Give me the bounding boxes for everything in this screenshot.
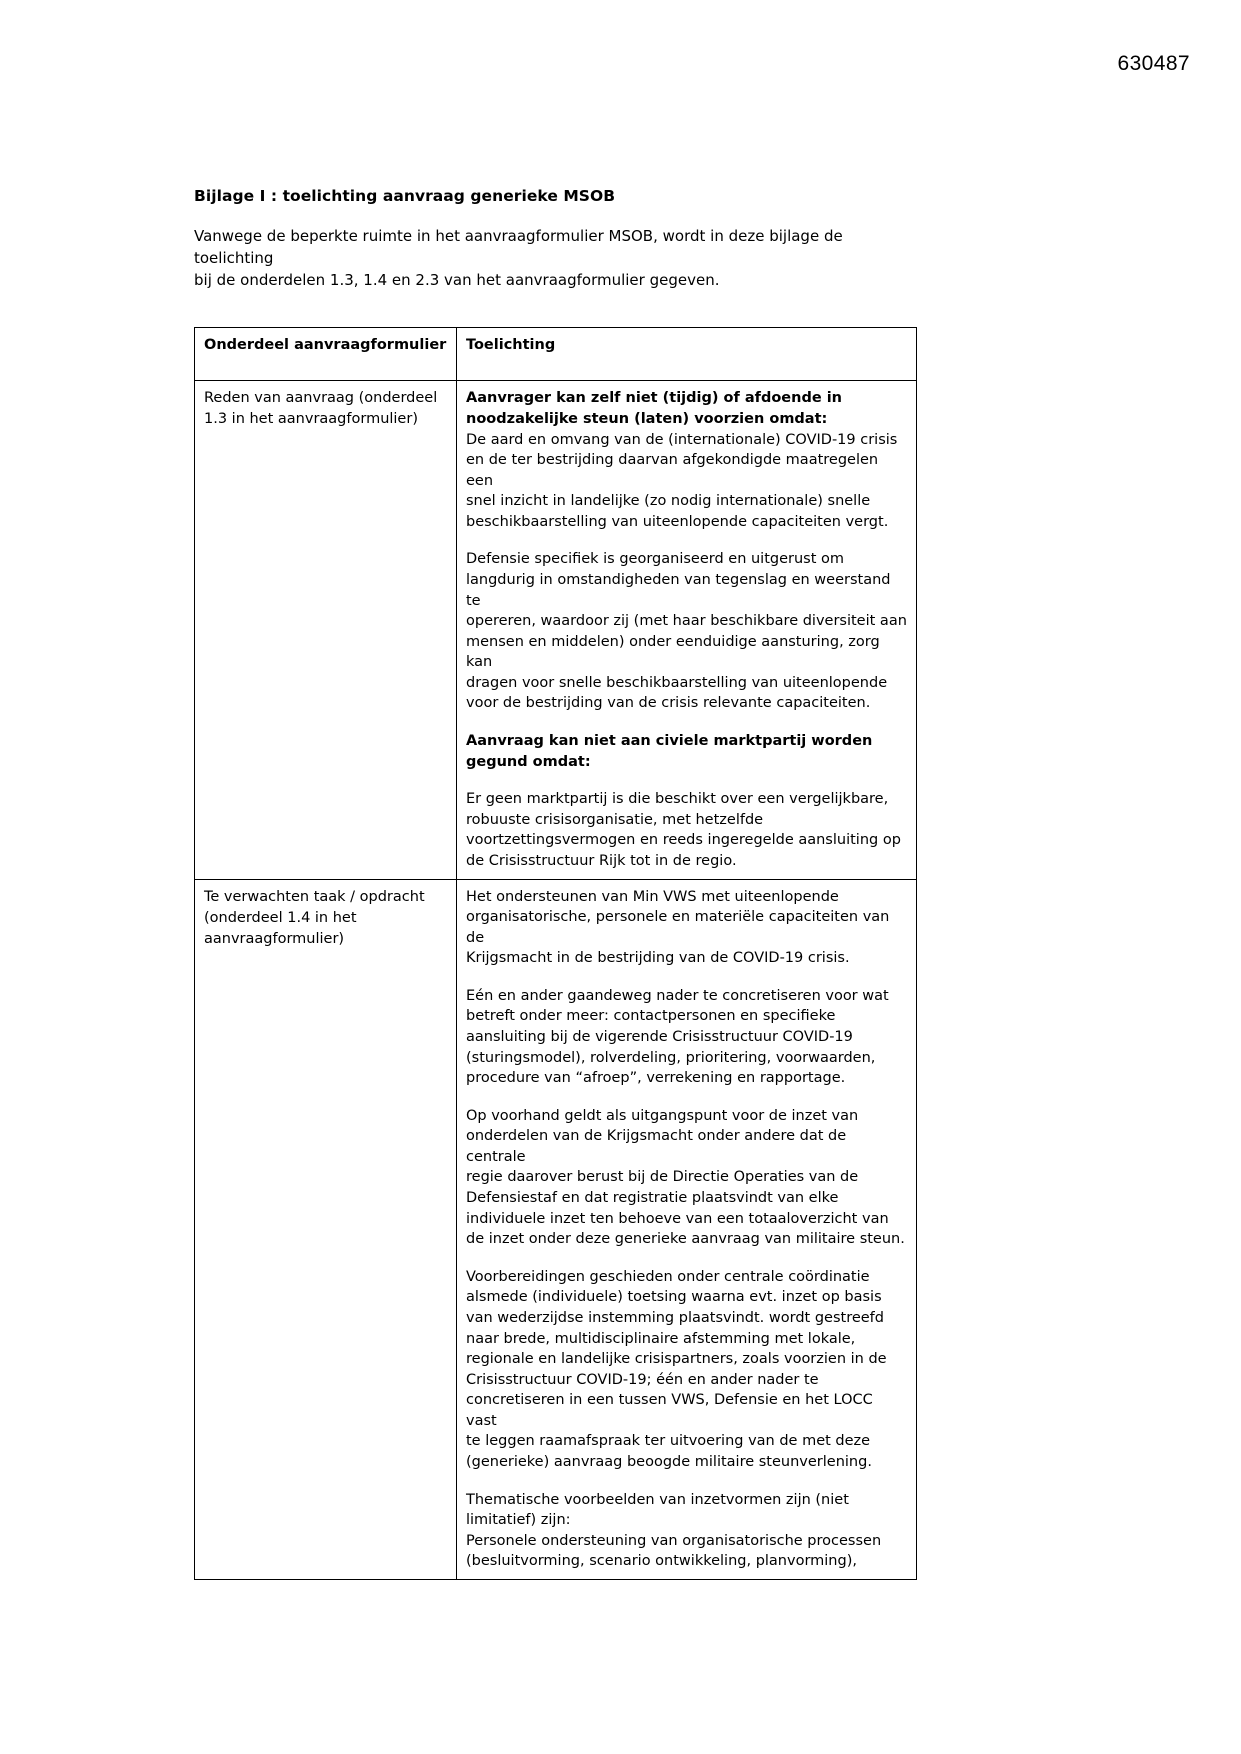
body-line: Eén en ander gaandeweg nader te concretiseren voor wat [466, 987, 889, 1004]
heading-line: noodzakelijke steun (laten) voorzien omdat: [466, 410, 828, 427]
row-content-cell [457, 879, 917, 1579]
body-line: onderdelen van de Krijgsmacht onder andere dat de centrale [466, 1128, 847, 1165]
body-line: Het ondersteunen van Min VWS met uiteenlopende [466, 888, 839, 905]
heading-line: Aanvrager kan zelf niet (tijdig) of afdoende in [466, 390, 843, 407]
body-line: individuele inzet ten behoeve van een totaaloverzicht van [466, 1210, 889, 1227]
column-header-onderdeel: Onderdeel aanvraagformulier [195, 328, 457, 381]
content-block-body [466, 887, 908, 969]
body-line: langdurig in omstandigheden van tegenslag en weerstand te [466, 572, 891, 609]
body-line: procedure van “afroep”, verrekening en rapportage. [466, 1070, 846, 1087]
table-header [195, 328, 917, 381]
body-line: concretiseren in een tussen VWS, Defensie en het LOCC vast [466, 1392, 873, 1429]
body-line: voor de bestrijding van de crisis relevante capaciteiten. [466, 695, 871, 712]
body-line: (generieke) aanvraag beoogde militaire steunverlening. [466, 1453, 872, 1470]
body-line: mensen en middelen) onder eenduidige aansturing, zorg kan [466, 633, 880, 671]
row-content-cell [457, 381, 917, 879]
body-line: betreft onder meer: contactpersonen en specifieke [466, 1008, 836, 1025]
body-line: Thematische voorbeelden van inzetvormen zijn (niet [466, 1491, 849, 1508]
intro-line-2: bij de onderdelen 1.3, 1.4 en 2.3 van het aanvraagformulier gegeven. [194, 270, 720, 289]
body-line: Defensiestaf en dat registratie plaatsvindt van elke [466, 1190, 839, 1207]
body-line: Defensie specifiek is georganiseerd en uitgerust om [466, 551, 845, 568]
row-label-line-3: aanvraagformulier) [204, 930, 345, 947]
body-line: Krijgsmacht in de bestrijding van de COVID-19 crisis. [466, 950, 850, 967]
body-line: snel inzicht in landelijke (zo nodig internationale) snelle [466, 493, 871, 510]
row-label-line-1: Te verwachten taak / opdracht [204, 888, 425, 905]
document-body [194, 186, 916, 1580]
body-line: Er geen marktpartij is die beschikt over een vergelijkbare, [466, 791, 889, 808]
content-block-body [466, 1267, 908, 1473]
heading-line: gegund omdat: [466, 753, 591, 770]
content-block-body [466, 986, 908, 1089]
content-block-body [466, 789, 908, 871]
body-line: dragen voor snelle beschikbaarstelling van uiteenlopende [466, 674, 888, 691]
column-header-toelichting: Toelichting [457, 328, 917, 381]
body-line: aansluiting bij de vigerende Crisisstructuur COVID-19 [466, 1029, 853, 1045]
body-line: (besluitvorming, scenario ontwikkeling, planvorming), [466, 1553, 857, 1570]
body-line: Personele ondersteuning van organisatorische processen [466, 1532, 882, 1549]
body-line: regie daarover berust bij de Directie Operaties van de [466, 1169, 859, 1186]
body-line: De aard en omvang van de (internationale) COVID-19 crisis [466, 431, 898, 448]
table-body [195, 381, 917, 1579]
heading-line: Aanvraag kan niet aan civiele marktpartij worden [466, 733, 873, 750]
body-line: te leggen raamafspraak ter uitvoering van de met deze [466, 1433, 871, 1450]
intro-paragraph [194, 226, 916, 291]
body-line: beschikbaarstelling van uiteenlopende capaciteiten vergt. [466, 513, 889, 530]
row-label-line-2: (onderdeel 1.4 in het [204, 909, 357, 926]
content-block-heading [466, 731, 908, 772]
body-line: naar brede, multidisciplinaire afstemming met lokale, [466, 1330, 856, 1347]
row-label-cell [195, 381, 457, 879]
body-line: opereren, waardoor zij (met haar beschikbare diversiteit aan [466, 613, 907, 630]
content-block-body [466, 1490, 908, 1572]
content-block-body [466, 549, 908, 714]
page-number: 630487 [1117, 52, 1190, 75]
row-label-cell [195, 879, 457, 1579]
body-line: Crisisstructuur COVID-19; één en ander nader te [466, 1371, 819, 1388]
row-label-line-2: 1.3 in het aanvraagformulier) [204, 411, 418, 428]
content-block-heading [466, 388, 908, 429]
body-line: limitatief) zijn: [466, 1512, 571, 1529]
body-line: voortzettingsvermogen en reeds ingeregelde aansluiting op [466, 832, 901, 849]
body-line: van wederzijdse instemming plaatsvindt. wordt gestreefd [466, 1309, 884, 1326]
table-row [195, 381, 917, 879]
page-title: Bijlage I : toelichting aanvraag generieke MSOB [194, 187, 616, 205]
body-line: de inzet onder deze generieke aanvraag van militaire steun. [466, 1231, 905, 1248]
intro-line-1: Vanwege de beperkte ruimte in het aanvraagformulier MSOB, wordt in deze bijlage de toelichting [194, 227, 843, 267]
row-label [204, 887, 448, 950]
content-block-body [466, 430, 908, 533]
body-line: regionale en landelijke crisispartners, zoals voorzien in de [466, 1351, 887, 1368]
body-line: Op voorhand geldt als uitgangspunt voor de inzet van [466, 1107, 859, 1124]
body-line: alsmede (individuele) toetsing waarna evt. inzet op basis [466, 1289, 882, 1306]
body-line: de Crisisstructuur Rijk tot in de regio. [466, 852, 737, 869]
body-line: organisatorische, personele en materiële capaciteiten van de [466, 909, 890, 946]
row-label [204, 388, 448, 430]
table-header-row [195, 328, 917, 381]
body-line: robuuste crisisorganisatie, met hetzelfde [466, 811, 764, 828]
body-line: Voorbereidingen geschieden onder centrale coördinatie [466, 1268, 870, 1285]
toelichting-table [194, 327, 917, 1579]
body-line: en de ter bestrijding daarvan afgekondigde maatregelen een [466, 452, 879, 489]
table-row [195, 879, 917, 1579]
body-line: (sturingsmodel), rolverdeling, prioritering, voorwaarden, [466, 1049, 876, 1066]
content-block-body [466, 1106, 908, 1250]
row-label-line-1: Reden van aanvraag (onderdeel [204, 390, 438, 407]
